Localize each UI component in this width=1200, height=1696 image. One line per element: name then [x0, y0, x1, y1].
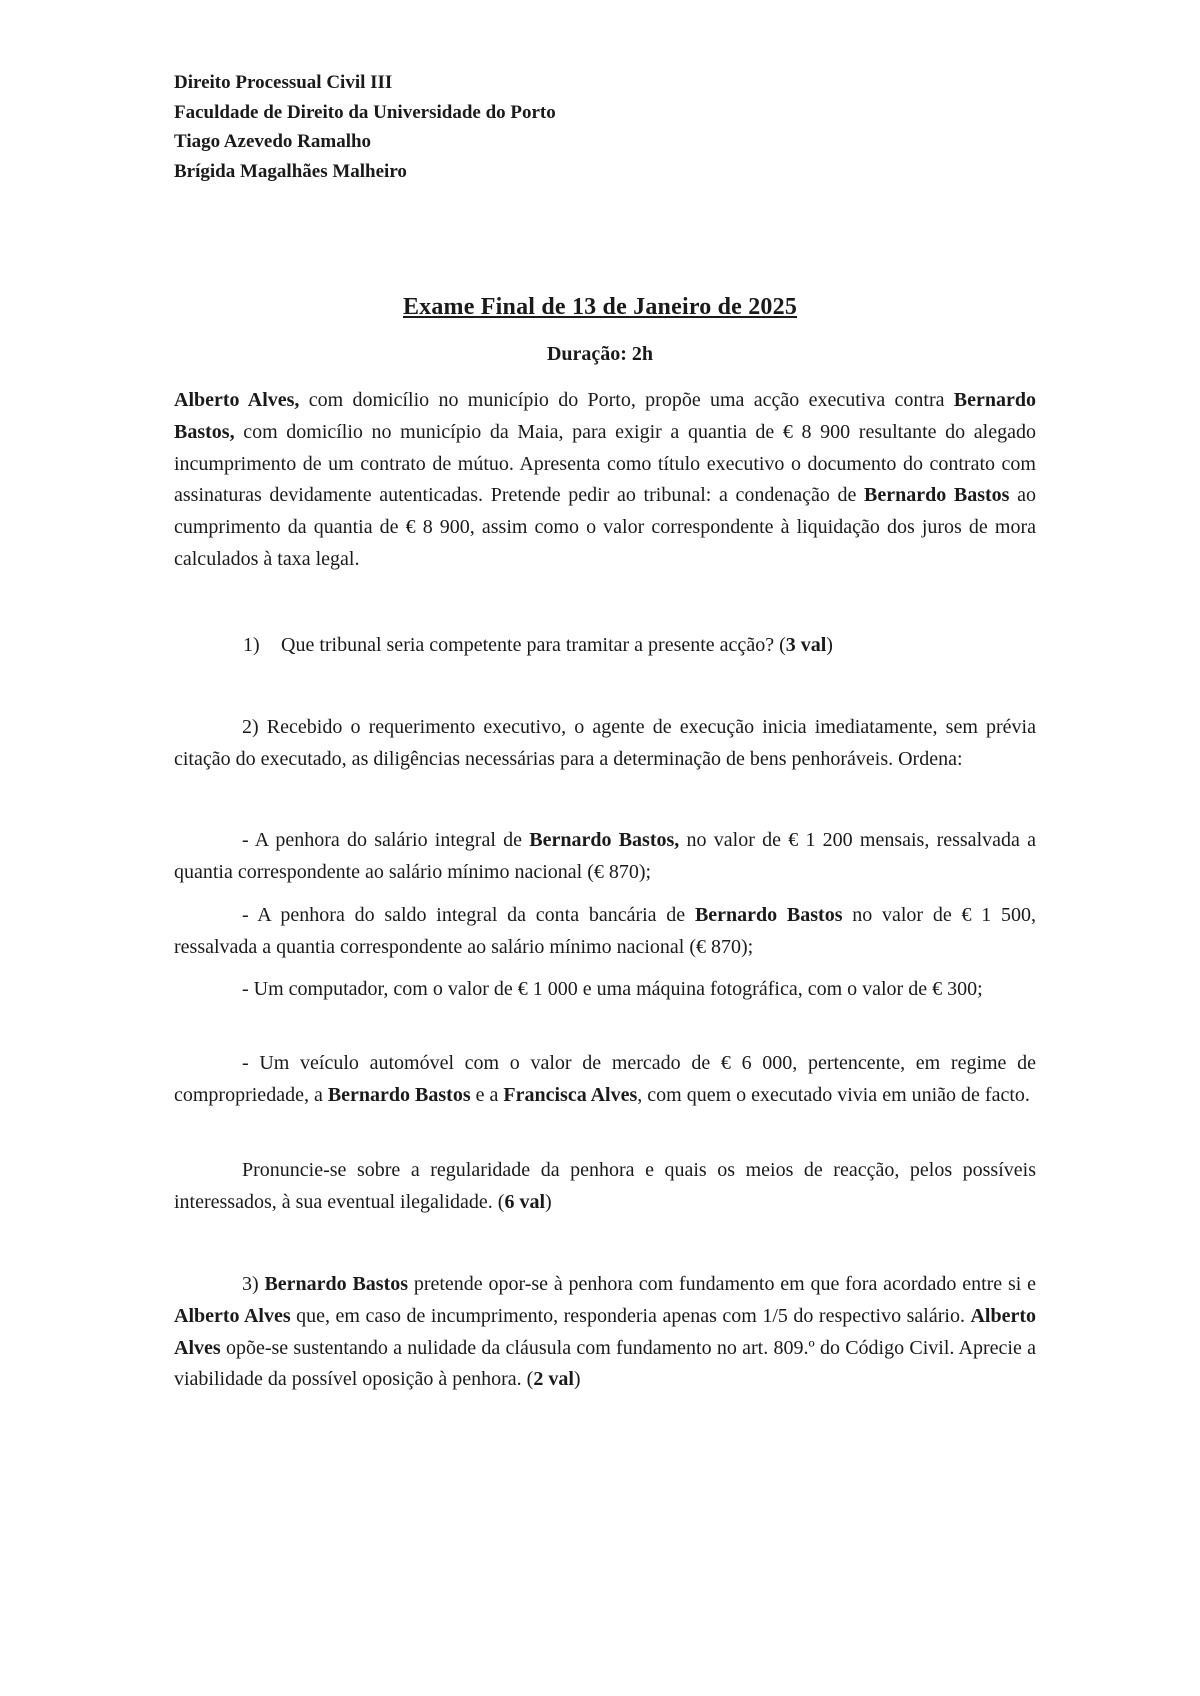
party-name: Bernardo Bastos, — [529, 829, 680, 851]
party-name: Bernardo Bastos — [264, 1273, 409, 1295]
party-name: Bernardo Bastos — [694, 904, 843, 926]
exam-duration: Duração: 2h — [546, 343, 654, 365]
question-points: 6 val — [504, 1190, 545, 1213]
question-2-prompt: Pronuncie-se sobre a regularidade da penhora e quais os meios de reacção, pelos possíveis interessados, à sua eventual ilegalidade. (6 val) — [174, 1159, 1036, 1213]
assistant-name: Brígida Magalhães Malheiro — [174, 160, 407, 182]
question-1: 1) Que tribunal seria competente para tramitar a presente acção? (3 val) — [243, 630, 833, 662]
question-points: 3 val — [785, 634, 827, 656]
seizure-item: - Um veículo automóvel com o valor de mercado de € 6 000, pertencente, em regime de compropriedade, a Bernardo Bastos e a Francisca Alves, com quem o executado vivia em união de facto. — [174, 1052, 1036, 1106]
seizure-item: - A penhora do saldo integral da conta bancária de Bernardo Bastos no valor de € 1 500, ressalvada a quantia correspondente ao salário mínimo nacional (€ 870); — [174, 904, 1036, 958]
party-name: Bernardo Bastos — [327, 1083, 471, 1106]
question-2-intro: 2) Recebido o requerimento executivo, o agente de execução inicia imediatamente, sem prévia citação do executado, as diligências necessárias para a determinação de bens penhoráveis. Ordena: — [174, 716, 1036, 770]
question-number: 1) — [243, 634, 260, 656]
exam-title: Exame Final de 13 de Janeiro de 2025 — [402, 294, 798, 320]
seizure-item: - Um computador, com o valor de € 1 000 e uma máquina fotográfica, com o valor de € 300; — [242, 978, 983, 1000]
professor-name: Tiago Azevedo Ramalho — [174, 131, 372, 152]
case-statement: Alberto Alves, com domicílio no município do Porto, propõe uma acção executiva contra Bernardo Bastos, com domicílio no município da Maia, para exigir a quantia de € 8 900 resultante do alegado incumprimento de um contrato de mútuo. Apresenta como título executivo o documento do contrato com assinaturas devidamente autenticadas. Pretende pedir ao tribunal: a condenação de Bernardo Bastos ao cumprimento da quantia de € 8 900, assim como o valor correspondente à liquidação dos juros de mora calculados à taxa legal. — [174, 389, 1037, 570]
course-name: Direito Processual Civil III — [174, 72, 393, 93]
party-name: Francisca Alves — [503, 1083, 638, 1106]
party-name: Alberto Alves — [174, 1304, 1037, 1359]
seizure-item: - A penhora do salário integral de Bernardo Bastos, no valor de € 1 200 mensais, ressalvada a quantia correspondente ao salário mínimo nacional (€ 870); — [174, 829, 1036, 883]
question-points: 2 val — [533, 1368, 574, 1391]
party-name: Bernardo Bastos — [864, 484, 1010, 507]
party-name: Alberto Alves, — [174, 389, 300, 411]
party-name: Bernardo Bastos, — [174, 389, 1037, 443]
faculty-name: Faculdade de Direito da Universidade do Porto — [174, 101, 556, 123]
party-name: Alberto Alves — [174, 1304, 291, 1327]
question-3: 3) Bernardo Bastos pretende opor-se à penhora com fundamento em que fora acordado entre si e Alberto Alves que, em caso de incumprimento, responderia apenas com 1/5 do respectivo salário. Alberto Alves opõe-se sustentando a nulidade da cláusula com fundamento no art. 809.º do Código Civil. Aprecie a viabilidade da possível oposição à penhora. (2 val) — [174, 1273, 1037, 1391]
course-header — [174, 68, 556, 186]
